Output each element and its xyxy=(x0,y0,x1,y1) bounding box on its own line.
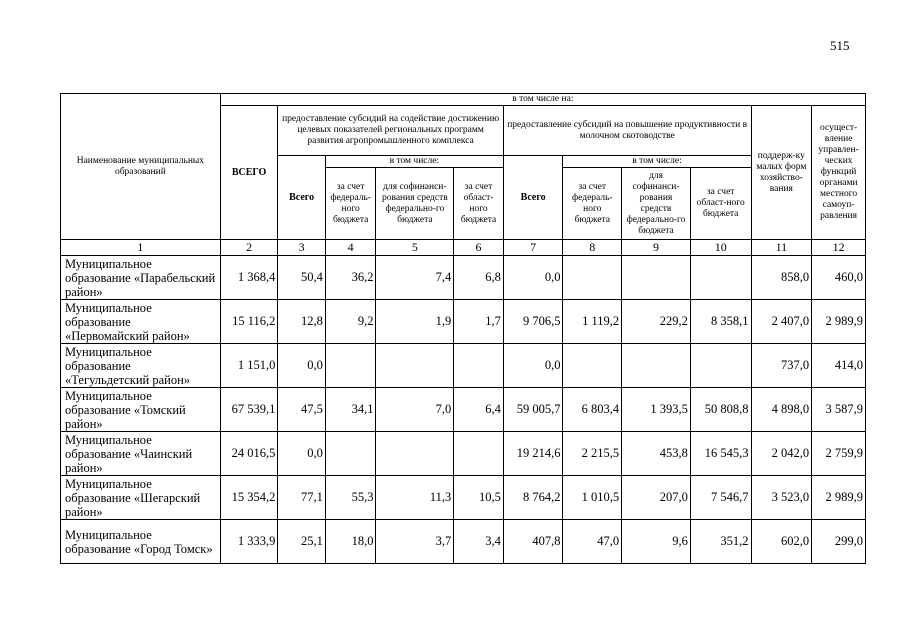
cell-value: 1 119,2 xyxy=(563,300,622,344)
cell-value: 407,8 xyxy=(503,520,563,564)
page-number: 515 xyxy=(830,38,850,53)
cell-value: 11,3 xyxy=(376,476,454,520)
municipality-name: Муниципальное образование «Томский район» xyxy=(61,388,221,432)
cell-value: 0,0 xyxy=(503,256,563,300)
cell-total: 1 151,0 xyxy=(220,344,278,388)
cell-value: 50,4 xyxy=(278,256,326,300)
cell-value: 6,8 xyxy=(454,256,504,300)
table-row xyxy=(61,300,866,344)
header-in-total-number: в том числе на: xyxy=(220,94,865,106)
cell-value: 3 587,9 xyxy=(812,388,866,432)
cell-value: 2 215,5 xyxy=(563,432,622,476)
municipality-name: Муниципальное образование «Первомайский район» xyxy=(61,300,221,344)
header-total-sub-2: Всего xyxy=(503,156,563,240)
cell-value xyxy=(376,344,454,388)
table-row xyxy=(61,388,866,432)
cell-value: 8 764,2 xyxy=(503,476,563,520)
column-number: 10 xyxy=(690,240,751,256)
cell-value: 414,0 xyxy=(812,344,866,388)
cell-value: 858,0 xyxy=(751,256,812,300)
column-number: 11 xyxy=(751,240,812,256)
cell-value: 59 005,7 xyxy=(503,388,563,432)
cell-value: 7 546,7 xyxy=(690,476,751,520)
cell-value: 7,0 xyxy=(376,388,454,432)
cell-value: 34,1 xyxy=(325,388,376,432)
cell-value: 460,0 xyxy=(812,256,866,300)
header-total: ВСЕГО xyxy=(220,106,278,240)
cell-value: 4 898,0 xyxy=(751,388,812,432)
budget-table xyxy=(60,93,866,564)
cell-value xyxy=(454,432,504,476)
cell-total: 15 354,2 xyxy=(220,476,278,520)
cell-value: 0,0 xyxy=(278,432,326,476)
header-subsidy-dairy: предоставление субсидий на повышение продуктивности в молочном скотоводстве xyxy=(503,106,751,156)
column-number: 9 xyxy=(622,240,691,256)
header-cofinancing-2: для софинанси-рования средств федерально-го бюджета xyxy=(622,168,691,240)
cell-value xyxy=(563,256,622,300)
column-number: 3 xyxy=(278,240,326,256)
cell-value: 207,0 xyxy=(622,476,691,520)
cell-value xyxy=(563,344,622,388)
cell-value: 351,2 xyxy=(690,520,751,564)
cell-total: 67 539,1 xyxy=(220,388,278,432)
cell-value: 6,4 xyxy=(454,388,504,432)
column-number: 4 xyxy=(325,240,376,256)
cell-value: 10,5 xyxy=(454,476,504,520)
cell-value: 77,1 xyxy=(278,476,326,520)
column-number: 2 xyxy=(220,240,278,256)
cell-value: 16 545,3 xyxy=(690,432,751,476)
cell-value: 47,0 xyxy=(563,520,622,564)
municipality-name: Муниципальное образование «Город Томск» xyxy=(61,520,221,564)
header-total-sub-1: Всего xyxy=(278,156,326,240)
cell-value: 19 214,6 xyxy=(503,432,563,476)
cell-value: 0,0 xyxy=(503,344,563,388)
cell-value xyxy=(690,256,751,300)
header-regional-2: за счет област-ного бюджета xyxy=(690,168,751,240)
cell-value: 0,0 xyxy=(278,344,326,388)
municipality-name: Муниципальное образование «Чаинский район» xyxy=(61,432,221,476)
cell-value: 3,4 xyxy=(454,520,504,564)
column-number: 6 xyxy=(454,240,504,256)
cell-value: 2 989,9 xyxy=(812,476,866,520)
header-subsidy-regional-programs: предоставление субсидий на содействие достижению целевых показателей региональных программ развития агропромышленного комплекса xyxy=(278,106,503,156)
cell-total: 15 116,2 xyxy=(220,300,278,344)
cell-value xyxy=(622,256,691,300)
municipality-name: Муниципальное образование «Парабельский район» xyxy=(61,256,221,300)
cell-value: 6 803,4 xyxy=(563,388,622,432)
cell-value: 1,7 xyxy=(454,300,504,344)
cell-value: 25,1 xyxy=(278,520,326,564)
cell-value: 18,0 xyxy=(325,520,376,564)
cell-value: 55,3 xyxy=(325,476,376,520)
cell-value xyxy=(325,344,376,388)
cell-value: 1 393,5 xyxy=(622,388,691,432)
table-row xyxy=(61,432,866,476)
cell-value xyxy=(325,432,376,476)
header-federal-1: за счет федераль-ного бюджета xyxy=(325,168,376,240)
cell-value: 2 042,0 xyxy=(751,432,812,476)
cell-value: 2 407,0 xyxy=(751,300,812,344)
header-including-2: в том числе: xyxy=(563,156,751,168)
cell-value: 2 989,9 xyxy=(812,300,866,344)
cell-value: 47,5 xyxy=(278,388,326,432)
header-municipality: Наименование муниципальных образований xyxy=(61,94,221,240)
column-number: 12 xyxy=(812,240,866,256)
municipality-name: Муниципальное образование «Шегарский район» xyxy=(61,476,221,520)
cell-value: 3,7 xyxy=(376,520,454,564)
cell-value: 3 523,0 xyxy=(751,476,812,520)
cell-value xyxy=(454,344,504,388)
cell-value: 8 358,1 xyxy=(690,300,751,344)
cell-value: 36,2 xyxy=(325,256,376,300)
cell-value: 9,6 xyxy=(622,520,691,564)
cell-value: 229,2 xyxy=(622,300,691,344)
column-number-row xyxy=(61,240,866,256)
cell-value: 1 010,5 xyxy=(563,476,622,520)
header-small-business: поддерж-ку малых форм хозяйство-вания xyxy=(751,106,812,240)
header-cofinancing-1: для софинанси-рования средств федерально-го бюджета xyxy=(376,168,454,240)
cell-value: 12,8 xyxy=(278,300,326,344)
cell-total: 1 333,9 xyxy=(220,520,278,564)
cell-value: 50 808,8 xyxy=(690,388,751,432)
cell-value: 299,0 xyxy=(812,520,866,564)
header-management: осущест-вление управлен-ческих функций органами местного самоуп-равления xyxy=(812,106,866,240)
table-row xyxy=(61,344,866,388)
cell-total: 24 016,5 xyxy=(220,432,278,476)
municipality-name: Муниципальное образование «Тегульдетский район» xyxy=(61,344,221,388)
header-including-1: в том числе: xyxy=(325,156,503,168)
cell-value xyxy=(690,344,751,388)
cell-total: 1 368,4 xyxy=(220,256,278,300)
cell-value: 602,0 xyxy=(751,520,812,564)
cell-value: 7,4 xyxy=(376,256,454,300)
cell-value xyxy=(376,432,454,476)
column-number: 5 xyxy=(376,240,454,256)
cell-value: 2 759,9 xyxy=(812,432,866,476)
cell-value: 9 706,5 xyxy=(503,300,563,344)
header-regional-1: за счет област-ного бюджета xyxy=(454,168,504,240)
header-federal-2: за счет федераль-ного бюджета xyxy=(563,168,622,240)
cell-value xyxy=(622,344,691,388)
cell-value: 453,8 xyxy=(622,432,691,476)
cell-value: 9,2 xyxy=(325,300,376,344)
table-row xyxy=(61,520,866,564)
column-number: 1 xyxy=(61,240,221,256)
column-number: 8 xyxy=(563,240,622,256)
column-number: 7 xyxy=(503,240,563,256)
cell-value: 737,0 xyxy=(751,344,812,388)
table-row xyxy=(61,256,866,300)
table-row xyxy=(61,476,866,520)
cell-value: 1,9 xyxy=(376,300,454,344)
